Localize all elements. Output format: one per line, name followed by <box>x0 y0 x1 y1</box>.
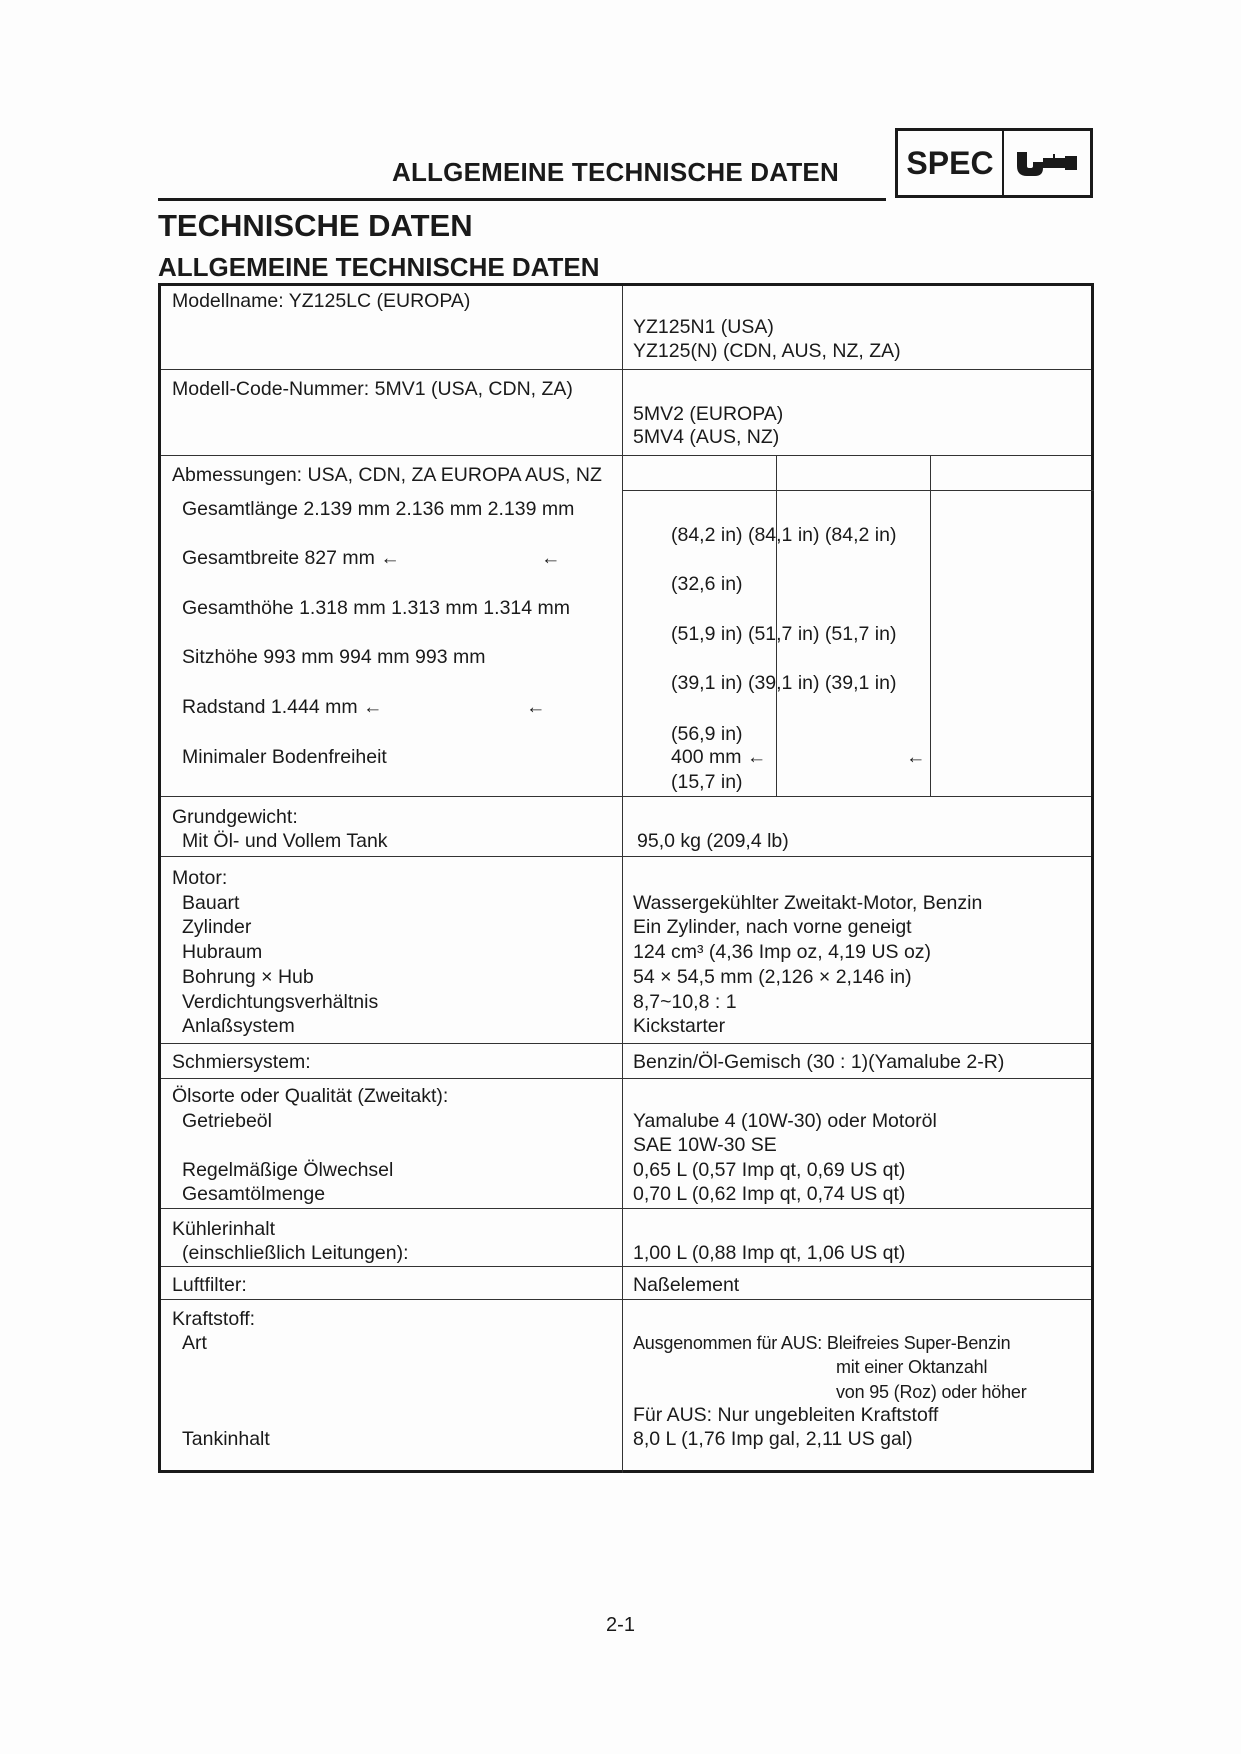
page-number: 2-1 <box>606 1614 635 1636</box>
coolant-sublabel: (einschließlich Leitungen): <box>182 1242 409 1264</box>
displacement-label: Hubraum <box>182 941 263 963</box>
starting-system-label: Anlaßsystem <box>182 1015 295 1037</box>
row-divider <box>161 1043 1091 1044</box>
wheelbase-label: Radstand 1.444 mm ← <box>182 696 383 718</box>
column-divider <box>930 455 931 796</box>
fuel-type-value: von 95 (Roz) oder höher <box>836 1382 1027 1402</box>
compression-ratio-value: 8,7~10,8 : 1 <box>633 991 737 1013</box>
row-divider <box>161 856 1091 857</box>
row-divider <box>161 796 1091 797</box>
displacement-value: 124 cm³ (4,36 Imp oz, 4,19 US oz) <box>633 941 932 963</box>
model-code-label: Modell-Code-Nummer: 5MV1 (USA, CDN, ZA) <box>172 378 573 400</box>
oil-type-label: Ölsorte oder Qualität (Zweitakt): <box>172 1085 449 1107</box>
fuel-type-value: Für AUS: Nur ungebleiten Kraftstoff <box>633 1404 939 1426</box>
overall-height-inches: (51,9 in) (51,7 in) (51,7 in) <box>671 623 897 645</box>
row-divider <box>622 490 1094 491</box>
section-header-title: ALLGEMEINE TECHNISCHE DATEN <box>392 157 839 187</box>
spec-table <box>158 283 1094 1473</box>
lubrication-label: Schmiersystem: <box>172 1051 311 1073</box>
total-oil-value: 0,70 L (0,62 Imp qt, 0,74 US qt) <box>633 1183 906 1205</box>
arrow-icon: ← <box>906 746 926 768</box>
seat-height-label: Sitzhöhe 993 mm 994 mm 993 mm <box>182 646 486 668</box>
tank-capacity-value: 8,0 L (1,76 Imp gal, 2,11 US gal) <box>633 1428 913 1450</box>
micrometer-icon <box>1004 131 1090 195</box>
cylinder-label: Zylinder <box>182 916 252 938</box>
ground-clearance-inches: (15,7 in) <box>671 771 743 793</box>
header-rule <box>158 198 886 201</box>
arrow-icon: ← <box>541 547 561 569</box>
engine-type-label: Bauart <box>182 892 240 914</box>
fuel-type-value: mit einer Oktanzahl <box>836 1357 988 1377</box>
engine-label: Motor: <box>172 867 228 889</box>
row-divider <box>161 1266 1091 1267</box>
lubrication-value: Benzin/Öl-Gemisch (30 : 1)(Yamalube 2-R) <box>633 1051 1005 1073</box>
model-name-label: Modellname: YZ125LC (EUROPA) <box>172 290 471 312</box>
gear-oil-value: Yamalube 4 (10W-30) oder Motoröl <box>633 1110 937 1132</box>
wheelbase-inches: (56,9 in) <box>671 723 743 745</box>
cylinder-value: Ein Zylinder, nach vorne geneigt <box>633 916 912 938</box>
overall-length-inches: (84,2 in) (84,1 in) (84,2 in) <box>671 524 897 546</box>
row-divider <box>161 1299 1091 1300</box>
spec-badge <box>895 128 1093 198</box>
weight-value: 95,0 kg (209,4 lb) <box>637 830 789 852</box>
spec-badge-label: SPEC <box>898 131 1004 195</box>
overall-width-inches: (32,6 in) <box>671 573 743 595</box>
total-oil-label: Gesamtölmenge <box>182 1183 326 1205</box>
engine-type-value: Wassergekühlter Zweitakt-Motor, Benzin <box>633 892 983 914</box>
weight-label: Grundgewicht: <box>172 806 298 828</box>
ground-clearance-value: 400 mm ← <box>671 746 767 768</box>
air-filter-value: Naßelement <box>633 1274 740 1296</box>
coolant-value: 1,00 L (0,88 Imp qt, 1,06 US qt) <box>633 1242 906 1264</box>
model-code-value: 5MV2 (EUROPA) <box>633 403 784 425</box>
page-heading: TECHNISCHE DATEN <box>158 208 473 243</box>
fuel-type-value: Ausgenommen für AUS: Bleifreies Super-Benzin <box>633 1333 1011 1353</box>
gear-oil-label: Getriebeöl <box>182 1110 272 1132</box>
gear-oil-value: SAE 10W-30 SE <box>633 1134 777 1156</box>
dimensions-label: Abmessungen: USA, CDN, ZA EUROPA AUS, NZ <box>172 464 602 486</box>
model-code-value: 5MV4 (AUS, NZ) <box>633 426 780 448</box>
compression-ratio-label: Verdichtungsverhältnis <box>182 991 379 1013</box>
model-name-value: YZ125(N) (CDN, AUS, NZ, ZA) <box>633 340 901 362</box>
model-name-value: YZ125N1 (USA) <box>633 316 774 338</box>
column-divider <box>622 286 623 1473</box>
section-heading: ALLGEMEINE TECHNISCHE DATEN <box>158 252 600 282</box>
air-filter-label: Luftfilter: <box>172 1274 247 1296</box>
overall-height-label: Gesamthöhe 1.318 mm 1.313 mm 1.314 mm <box>182 597 571 619</box>
oil-change-label: Regelmäßige Ölwechsel <box>182 1159 394 1181</box>
overall-width-label: Gesamtbreite 827 mm ← <box>182 547 400 569</box>
seat-height-inches: (39,1 in) (39,1 in) (39,1 in) <box>671 672 897 694</box>
bore-stroke-value: 54 × 54,5 mm (2,126 × 2,146 in) <box>633 966 912 988</box>
ground-clearance-label: Minimaler Bodenfreiheit <box>182 746 387 768</box>
starting-system-value: Kickstarter <box>633 1015 726 1037</box>
weight-sublabel: Mit Öl- und Vollem Tank <box>182 830 388 852</box>
coolant-label: Kühlerinhalt <box>172 1218 275 1240</box>
bore-stroke-label: Bohrung × Hub <box>182 966 314 988</box>
tank-capacity-label: Tankinhalt <box>182 1428 270 1450</box>
row-divider <box>161 369 1091 370</box>
fuel-type-label: Art <box>182 1332 207 1354</box>
row-divider <box>161 1208 1091 1209</box>
arrow-icon: ← <box>526 696 546 718</box>
fuel-label: Kraftstoff: <box>172 1308 256 1330</box>
row-divider <box>161 1078 1091 1079</box>
overall-length-label: Gesamtlänge 2.139 mm 2.136 mm 2.139 mm <box>182 498 575 520</box>
row-divider <box>161 455 1091 456</box>
oil-change-value: 0,65 L (0,57 Imp qt, 0,69 US qt) <box>633 1159 906 1181</box>
